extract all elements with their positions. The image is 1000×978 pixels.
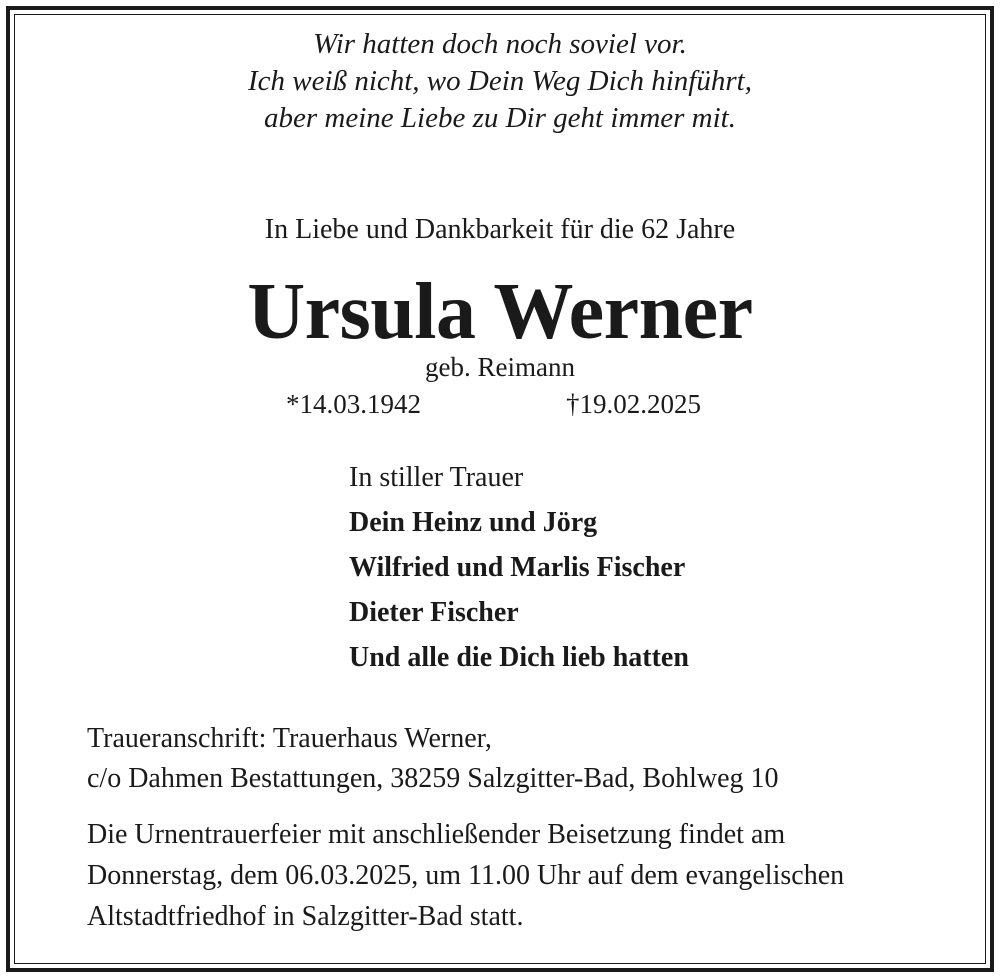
motto-line-2: Ich weiß nicht, wo Dein Weg Dich hinführt, bbox=[248, 65, 752, 97]
motto-line-3: aber meine Liebe zu Dir geht immer mit. bbox=[264, 102, 736, 134]
death-date: †19.02.2025 bbox=[566, 389, 701, 419]
maiden-name: geb. Reimann bbox=[425, 352, 575, 382]
motto-line-1: Wir hatten doch noch soviel vor. bbox=[313, 28, 687, 60]
birth-date: *14.03.1942 bbox=[286, 389, 421, 419]
address-line-1: Traueranschrift: Trauerhaus Werner, bbox=[87, 723, 492, 754]
mourner-name: Dein Heinz und Jörg bbox=[349, 507, 598, 538]
mourners-heading: In stiller Trauer bbox=[349, 462, 524, 493]
deceased-name: Ursula Werner bbox=[247, 268, 753, 356]
mourner-name: Wilfried und Marlis Fischer bbox=[349, 552, 686, 583]
service-line-2: Donnerstag, dem 06.03.2025, um 11.00 Uhr auf dem evangelischen bbox=[87, 860, 845, 891]
intro-text: In Liebe und Dankbarkeit für die 62 Jahre bbox=[264, 214, 736, 245]
service-line-1: Die Urnentrauerfeier mit anschließender Beisetzung findet am bbox=[87, 819, 786, 850]
mourner-name: Und alle die Dich lieb hatten bbox=[349, 642, 689, 673]
service-line-3: Altstadtfriedhof in Salzgitter-Bad statt. bbox=[87, 901, 524, 932]
address-line-2: c/o Dahmen Bestattungen, 38259 Salzgitter-Bad, Bohlweg 10 bbox=[87, 763, 779, 794]
mourner-name: Dieter Fischer bbox=[349, 597, 519, 628]
